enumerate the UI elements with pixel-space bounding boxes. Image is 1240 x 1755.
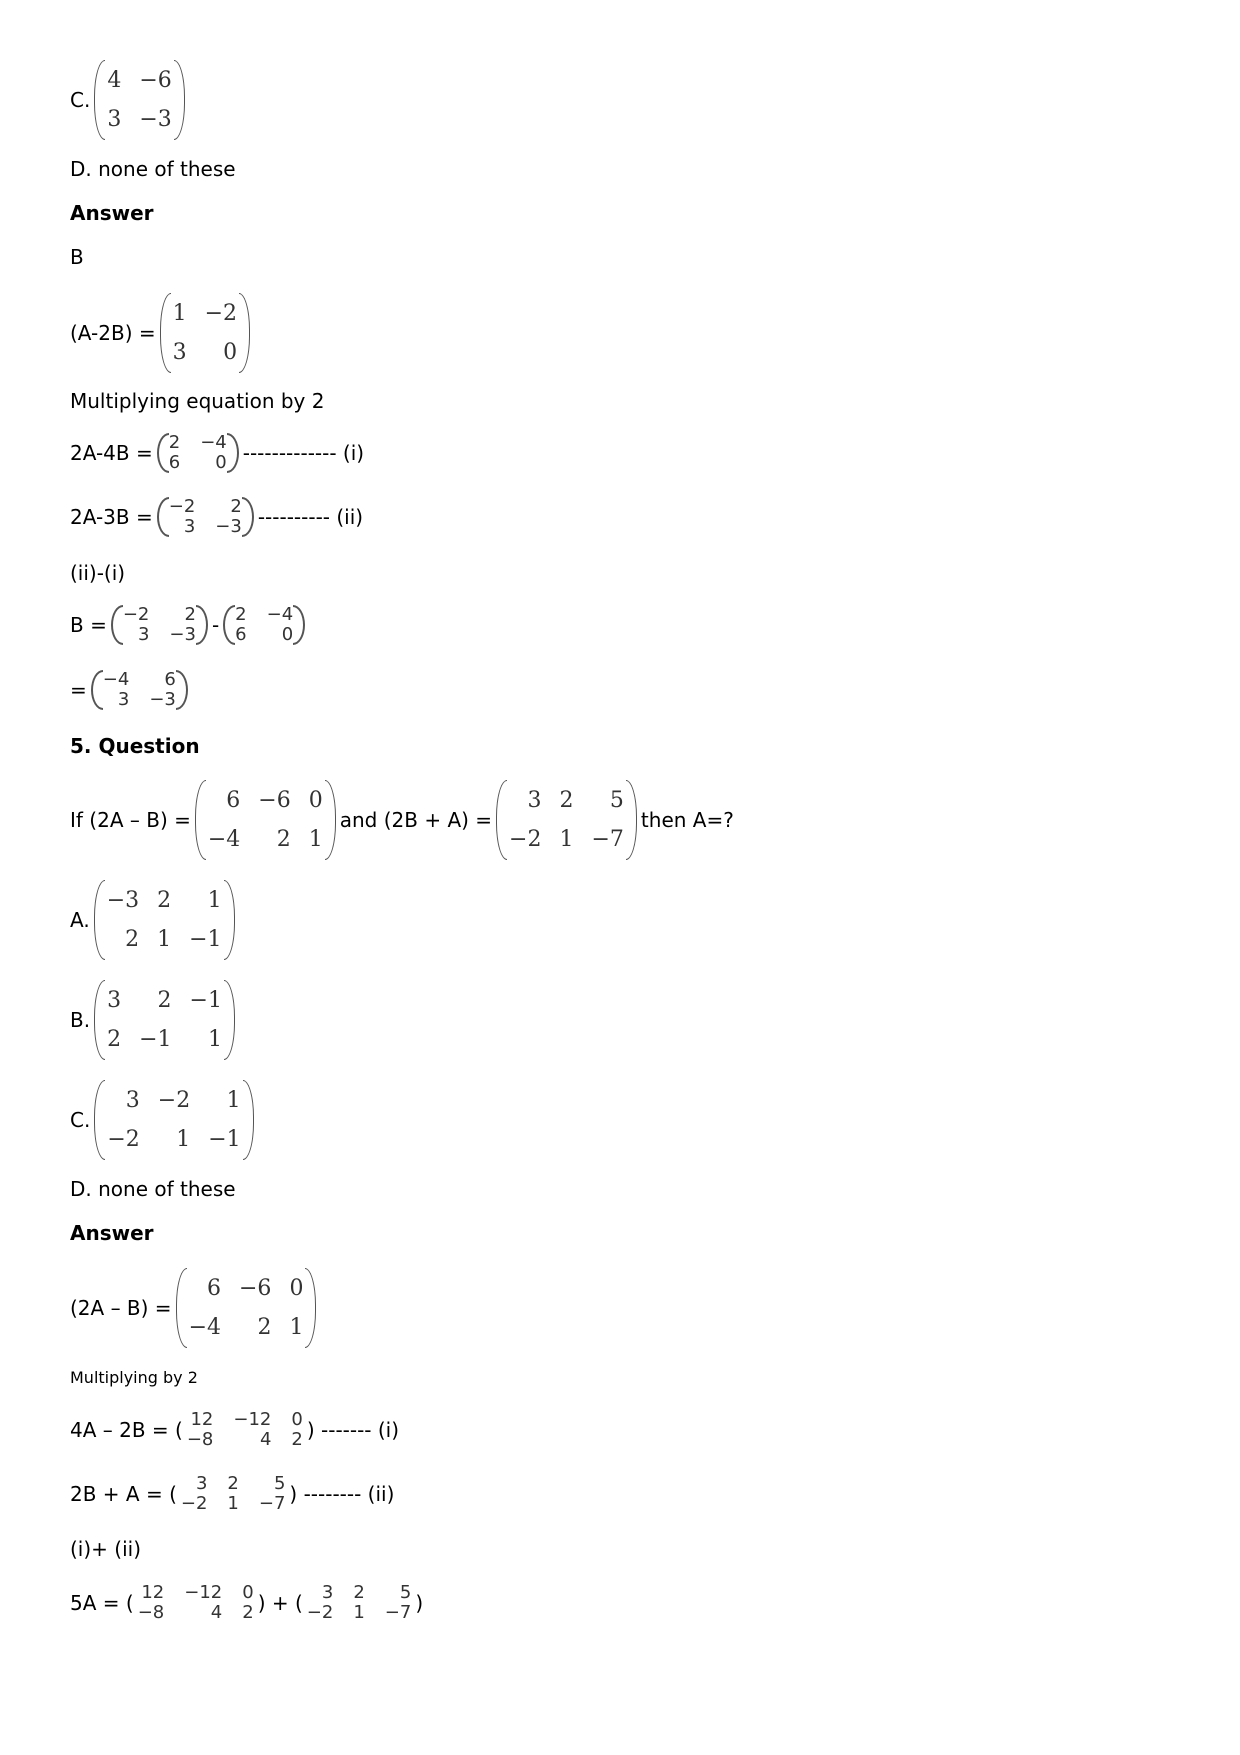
matrix-cell: 3 (107, 988, 122, 1013)
matrix-cell: 2 (559, 788, 574, 813)
matrix (138, 1583, 254, 1623)
label: C. (70, 1108, 91, 1132)
matrix-cell: 2 (276, 827, 291, 852)
label: 2A-3B = (70, 505, 153, 529)
text: B (70, 245, 84, 269)
label: B. (70, 1008, 91, 1032)
matrix-grid (105, 1080, 242, 1160)
matrix-cell: 6 (235, 624, 247, 645)
matrix-cell: 2 (227, 1473, 239, 1494)
matrix-cell: −2 (122, 604, 150, 625)
matrix-cell: 2 (353, 1582, 365, 1603)
matrix-cell: 1 (157, 927, 172, 952)
matrix (496, 780, 637, 860)
matrix (307, 1583, 412, 1623)
text: (ii)-(i) (70, 561, 126, 585)
matrix-grid (169, 497, 242, 537)
matrix (111, 605, 208, 645)
matrix-cell: 6 (168, 452, 181, 473)
label: A. (70, 908, 90, 932)
matrix (94, 1080, 253, 1160)
matrix (160, 293, 250, 373)
line-18 (70, 1268, 320, 1348)
matrix-cell: 5 (399, 1582, 412, 1603)
matrix-cell: 3 (172, 340, 187, 365)
matrix-cell: −3 (169, 624, 196, 645)
line-23 (70, 1583, 423, 1623)
right-paren (176, 670, 188, 710)
matrix-cell: 2 (291, 1429, 303, 1450)
matrix-cell: −2 (168, 496, 196, 517)
left-paren (157, 497, 169, 537)
matrix-cell: 3 (117, 689, 130, 710)
suffix: ) -------- (ii) (289, 1482, 395, 1506)
line-12 (70, 780, 734, 860)
label: If (2A – B) = (70, 808, 191, 832)
matrix-cell: −3 (149, 689, 176, 710)
right-paren (243, 1080, 254, 1160)
matrix-cell: 0 (289, 1276, 304, 1301)
matrix-cell: 2 (157, 988, 172, 1013)
left-paren (160, 293, 171, 373)
matrix-cell: −4 (188, 1315, 221, 1340)
matrix-cell: 2 (125, 927, 140, 952)
right-paren (196, 605, 208, 645)
matrix-cell: 2 (168, 432, 181, 453)
matrix-grid (307, 1583, 412, 1623)
left-paren (176, 1268, 187, 1348)
matrix-cell: 1 (308, 827, 323, 852)
matrix-cell: −2 (509, 827, 542, 852)
matrix-cell: −2 (306, 1602, 334, 1623)
line-21 (70, 1474, 394, 1514)
left-paren (94, 60, 105, 140)
suffix: then A=? (640, 808, 734, 832)
line-14 (70, 980, 239, 1060)
matrix-cell: −3 (106, 888, 140, 913)
matrix-cell: 3 (527, 788, 542, 813)
right-paren (325, 780, 336, 860)
line-11 (70, 734, 200, 758)
matrix-cell: −3 (215, 516, 242, 537)
text: D. none of these (70, 157, 236, 181)
matrix-cell: 1 (226, 1088, 241, 1113)
matrix-cell: −2 (180, 1493, 208, 1514)
line-16 (70, 1177, 236, 1201)
matrix-cell: −1 (139, 1027, 172, 1052)
line-15 (70, 1080, 258, 1160)
matrix-cell: −4 (207, 827, 241, 852)
matrix-cell: 2 (242, 1602, 254, 1623)
text: Answer (70, 201, 154, 225)
matrix-cell: −6 (239, 1276, 272, 1301)
matrix-grid (105, 60, 173, 140)
suffix: ) (415, 1591, 424, 1615)
matrix-cell: 1 (289, 1315, 304, 1340)
matrix-grid (187, 1410, 303, 1450)
matrix-cell: −4 (200, 432, 227, 453)
suffix: ---------- (ii) (257, 505, 364, 529)
matrix-cell: 2 (107, 1027, 122, 1052)
matrix-cell: 3 (125, 1088, 140, 1113)
matrix-cell: 1 (227, 1493, 239, 1514)
label: 5A = ( (70, 1591, 134, 1615)
matrix-grid (507, 780, 626, 860)
matrix-cell: −3 (139, 107, 172, 132)
text: D. none of these (70, 1177, 236, 1201)
matrix-grid (187, 1268, 306, 1348)
matrix-cell: −1 (189, 988, 222, 1013)
matrix-cell: 3 (321, 1582, 334, 1603)
matrix (195, 780, 336, 860)
matrix-cell: 6 (164, 669, 176, 690)
matrix-grid (206, 780, 325, 860)
matrix-cell: −12 (184, 1582, 223, 1603)
left-paren (157, 433, 169, 473)
line-9 (70, 605, 309, 645)
left-paren (223, 605, 235, 645)
label: 4A – 2B = ( (70, 1418, 183, 1442)
operator: - (211, 613, 220, 637)
left-paren (91, 670, 103, 710)
matrix-cell: 0 (223, 340, 238, 365)
label: (2A – B) = (70, 1296, 172, 1320)
operator: and (2B + A) = (339, 808, 493, 832)
matrix-cell: −7 (384, 1602, 412, 1623)
matrix (94, 60, 184, 140)
matrix-cell: −7 (591, 827, 624, 852)
matrix (187, 1410, 303, 1450)
matrix-cell: 5 (609, 788, 624, 813)
left-paren (94, 1080, 105, 1160)
left-paren (111, 605, 123, 645)
line-13 (70, 880, 239, 960)
line-7 (70, 497, 363, 537)
right-paren (305, 1268, 316, 1348)
line-4 (70, 293, 254, 373)
line-2 (70, 201, 154, 225)
matrix-cell: 5 (273, 1473, 286, 1494)
right-paren (224, 980, 235, 1060)
matrix-cell: 0 (308, 788, 323, 813)
line-20 (70, 1410, 399, 1450)
matrix (157, 433, 239, 473)
line-6 (70, 433, 364, 473)
matrix-grid (105, 980, 224, 1060)
right-paren (626, 780, 637, 860)
line-3 (70, 245, 84, 269)
matrix-cell: 1 (559, 827, 574, 852)
matrix-cell: 6 (207, 1276, 221, 1301)
matrix (181, 1474, 286, 1514)
suffix: ) ------- (i) (306, 1418, 400, 1442)
matrix-cell: −2 (204, 301, 238, 326)
operator: ) + ( (257, 1591, 303, 1615)
right-paren (224, 880, 235, 960)
matrix-cell: 3 (107, 107, 122, 132)
matrix-cell: −6 (139, 68, 172, 93)
text: Answer (70, 1221, 154, 1245)
right-paren (227, 433, 239, 473)
label: = (70, 678, 87, 702)
matrix-cell: 2 (157, 888, 172, 913)
matrix-cell: 2 (257, 1315, 272, 1340)
line-19 (70, 1368, 198, 1387)
matrix-cell: 1 (207, 1027, 222, 1052)
matrix-grid (138, 1583, 254, 1623)
matrix-cell: 2 (230, 496, 242, 517)
matrix (223, 605, 305, 645)
matrix-cell: −4 (266, 604, 294, 625)
matrix-cell: 0 (281, 624, 294, 645)
matrix-cell: −12 (233, 1409, 272, 1430)
matrix (91, 670, 188, 710)
matrix-grid (169, 433, 227, 473)
right-paren (242, 497, 254, 537)
line-0 (70, 60, 189, 140)
matrix-grid (103, 670, 176, 710)
matrix-cell: 3 (137, 624, 150, 645)
matrix-cell: −2 (157, 1088, 191, 1113)
matrix (157, 497, 254, 537)
left-paren (94, 980, 105, 1060)
text: 5. Question (70, 734, 200, 758)
label: 2A-4B = (70, 441, 153, 465)
right-paren (174, 60, 185, 140)
matrix-grid (123, 605, 196, 645)
text: Multiplying equation by 2 (70, 389, 325, 413)
left-paren (195, 780, 206, 860)
matrix-cell: −4 (102, 669, 130, 690)
line-8 (70, 561, 125, 585)
matrix (176, 1268, 317, 1348)
matrix-cell: 1 (176, 1127, 191, 1152)
matrix-grid (171, 293, 239, 373)
matrix-cell: 12 (190, 1409, 214, 1430)
matrix-cell: −7 (258, 1493, 286, 1514)
matrix-cell: −8 (186, 1429, 214, 1450)
matrix-grid (181, 1474, 286, 1514)
matrix-cell: 0 (291, 1409, 303, 1430)
label: (A-2B) = (70, 321, 156, 345)
right-paren (293, 605, 305, 645)
suffix: ------------- (i) (242, 441, 365, 465)
text: Multiplying by 2 (70, 1368, 198, 1387)
left-paren (94, 880, 105, 960)
matrix-cell: −1 (189, 927, 222, 952)
matrix-cell: 0 (242, 1582, 254, 1603)
matrix-cell: 2 (184, 604, 196, 625)
matrix-cell: 4 (259, 1429, 272, 1450)
matrix-cell: −2 (107, 1127, 140, 1152)
label: 2B + A = ( (70, 1482, 177, 1506)
matrix-cell: 1 (172, 301, 187, 326)
right-paren (239, 293, 250, 373)
line-5 (70, 389, 324, 413)
label: B = (70, 613, 107, 637)
matrix-cell: 1 (207, 888, 222, 913)
matrix-cell: 1 (353, 1602, 365, 1623)
matrix-cell: 3 (195, 1473, 208, 1494)
label: C. (70, 88, 91, 112)
matrix-cell: 0 (215, 452, 227, 473)
matrix-cell: 3 (183, 516, 196, 537)
matrix (94, 980, 235, 1060)
line-10 (70, 670, 192, 710)
matrix-cell: 6 (226, 788, 241, 813)
matrix-cell: 2 (235, 604, 247, 625)
matrix-grid (235, 605, 293, 645)
left-paren (496, 780, 507, 860)
line-17 (70, 1221, 154, 1245)
text: (i)+ (ii) (70, 1537, 141, 1561)
matrix-cell: 4 (210, 1602, 223, 1623)
matrix-cell: 12 (141, 1582, 165, 1603)
matrix-cell: −8 (137, 1602, 165, 1623)
matrix-grid (105, 880, 224, 960)
line-22 (70, 1537, 141, 1561)
matrix-cell: −1 (208, 1127, 241, 1152)
line-1 (70, 157, 236, 181)
matrix (94, 880, 235, 960)
matrix-cell: −6 (258, 788, 291, 813)
matrix-cell: 4 (107, 68, 122, 93)
